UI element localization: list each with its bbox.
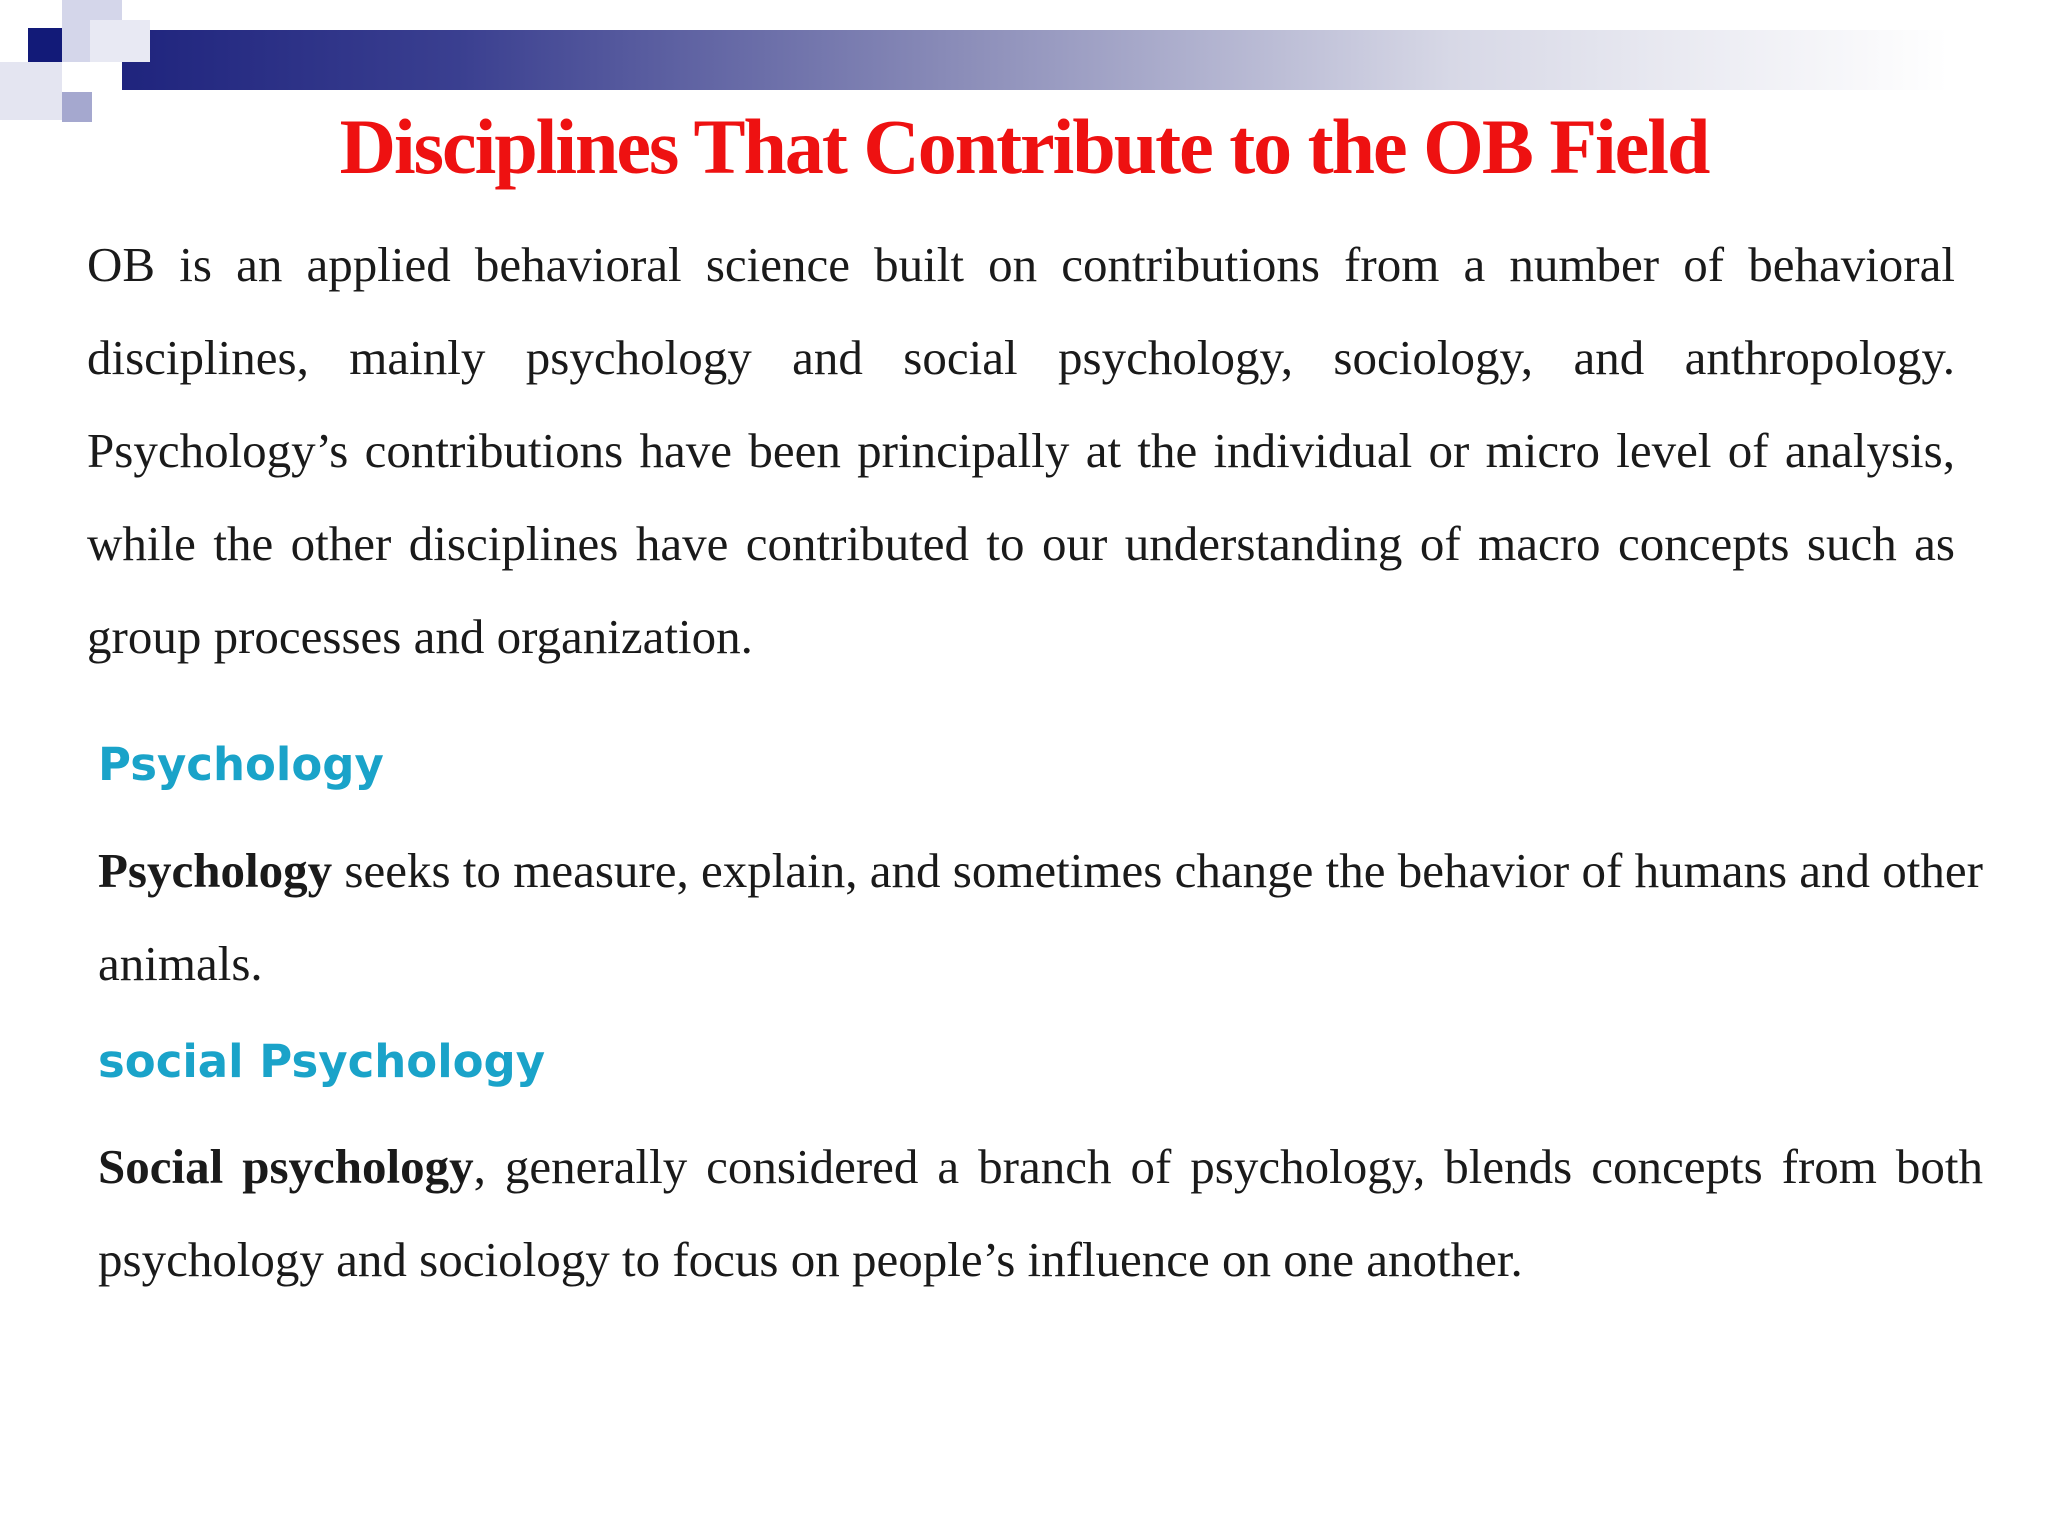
decorative-square (28, 28, 62, 62)
section-heading-social-psychology: social Psychology (98, 1035, 546, 1088)
slide-title: Disciplines That Contribute to the OB Field (339, 103, 1709, 190)
section-heading-psychology: Psychology (98, 738, 384, 791)
term-psychology: Psychology (98, 843, 333, 898)
term-social-psychology: Social psychology (98, 1139, 474, 1194)
header-gradient-band (60, 30, 2048, 90)
definition-social-psychology: , generally considered a branch of psychology, blends concepts from both psychology and sociology to focus on people’s influence on one another. (98, 1139, 1983, 1287)
decorative-square (90, 20, 150, 62)
definition-psychology: seeks to measure, explain, and sometimes change the behavior of humans and other animals. (98, 843, 1983, 991)
section-body-psychology (98, 824, 1983, 1010)
decorative-square (62, 62, 122, 92)
intro-paragraph: OB is an applied behavioral science built on contributions from a number of behavioral disciplines, mainly psychology and social psychology, sociology, and anthropology. Psychology’s contributions have been principally at the individual or micro level of analysis, while the other disciplines have contributed to our understanding of macro concepts such as group processes and organization. (87, 237, 1955, 664)
section-body-social-psychology (98, 1120, 1983, 1306)
